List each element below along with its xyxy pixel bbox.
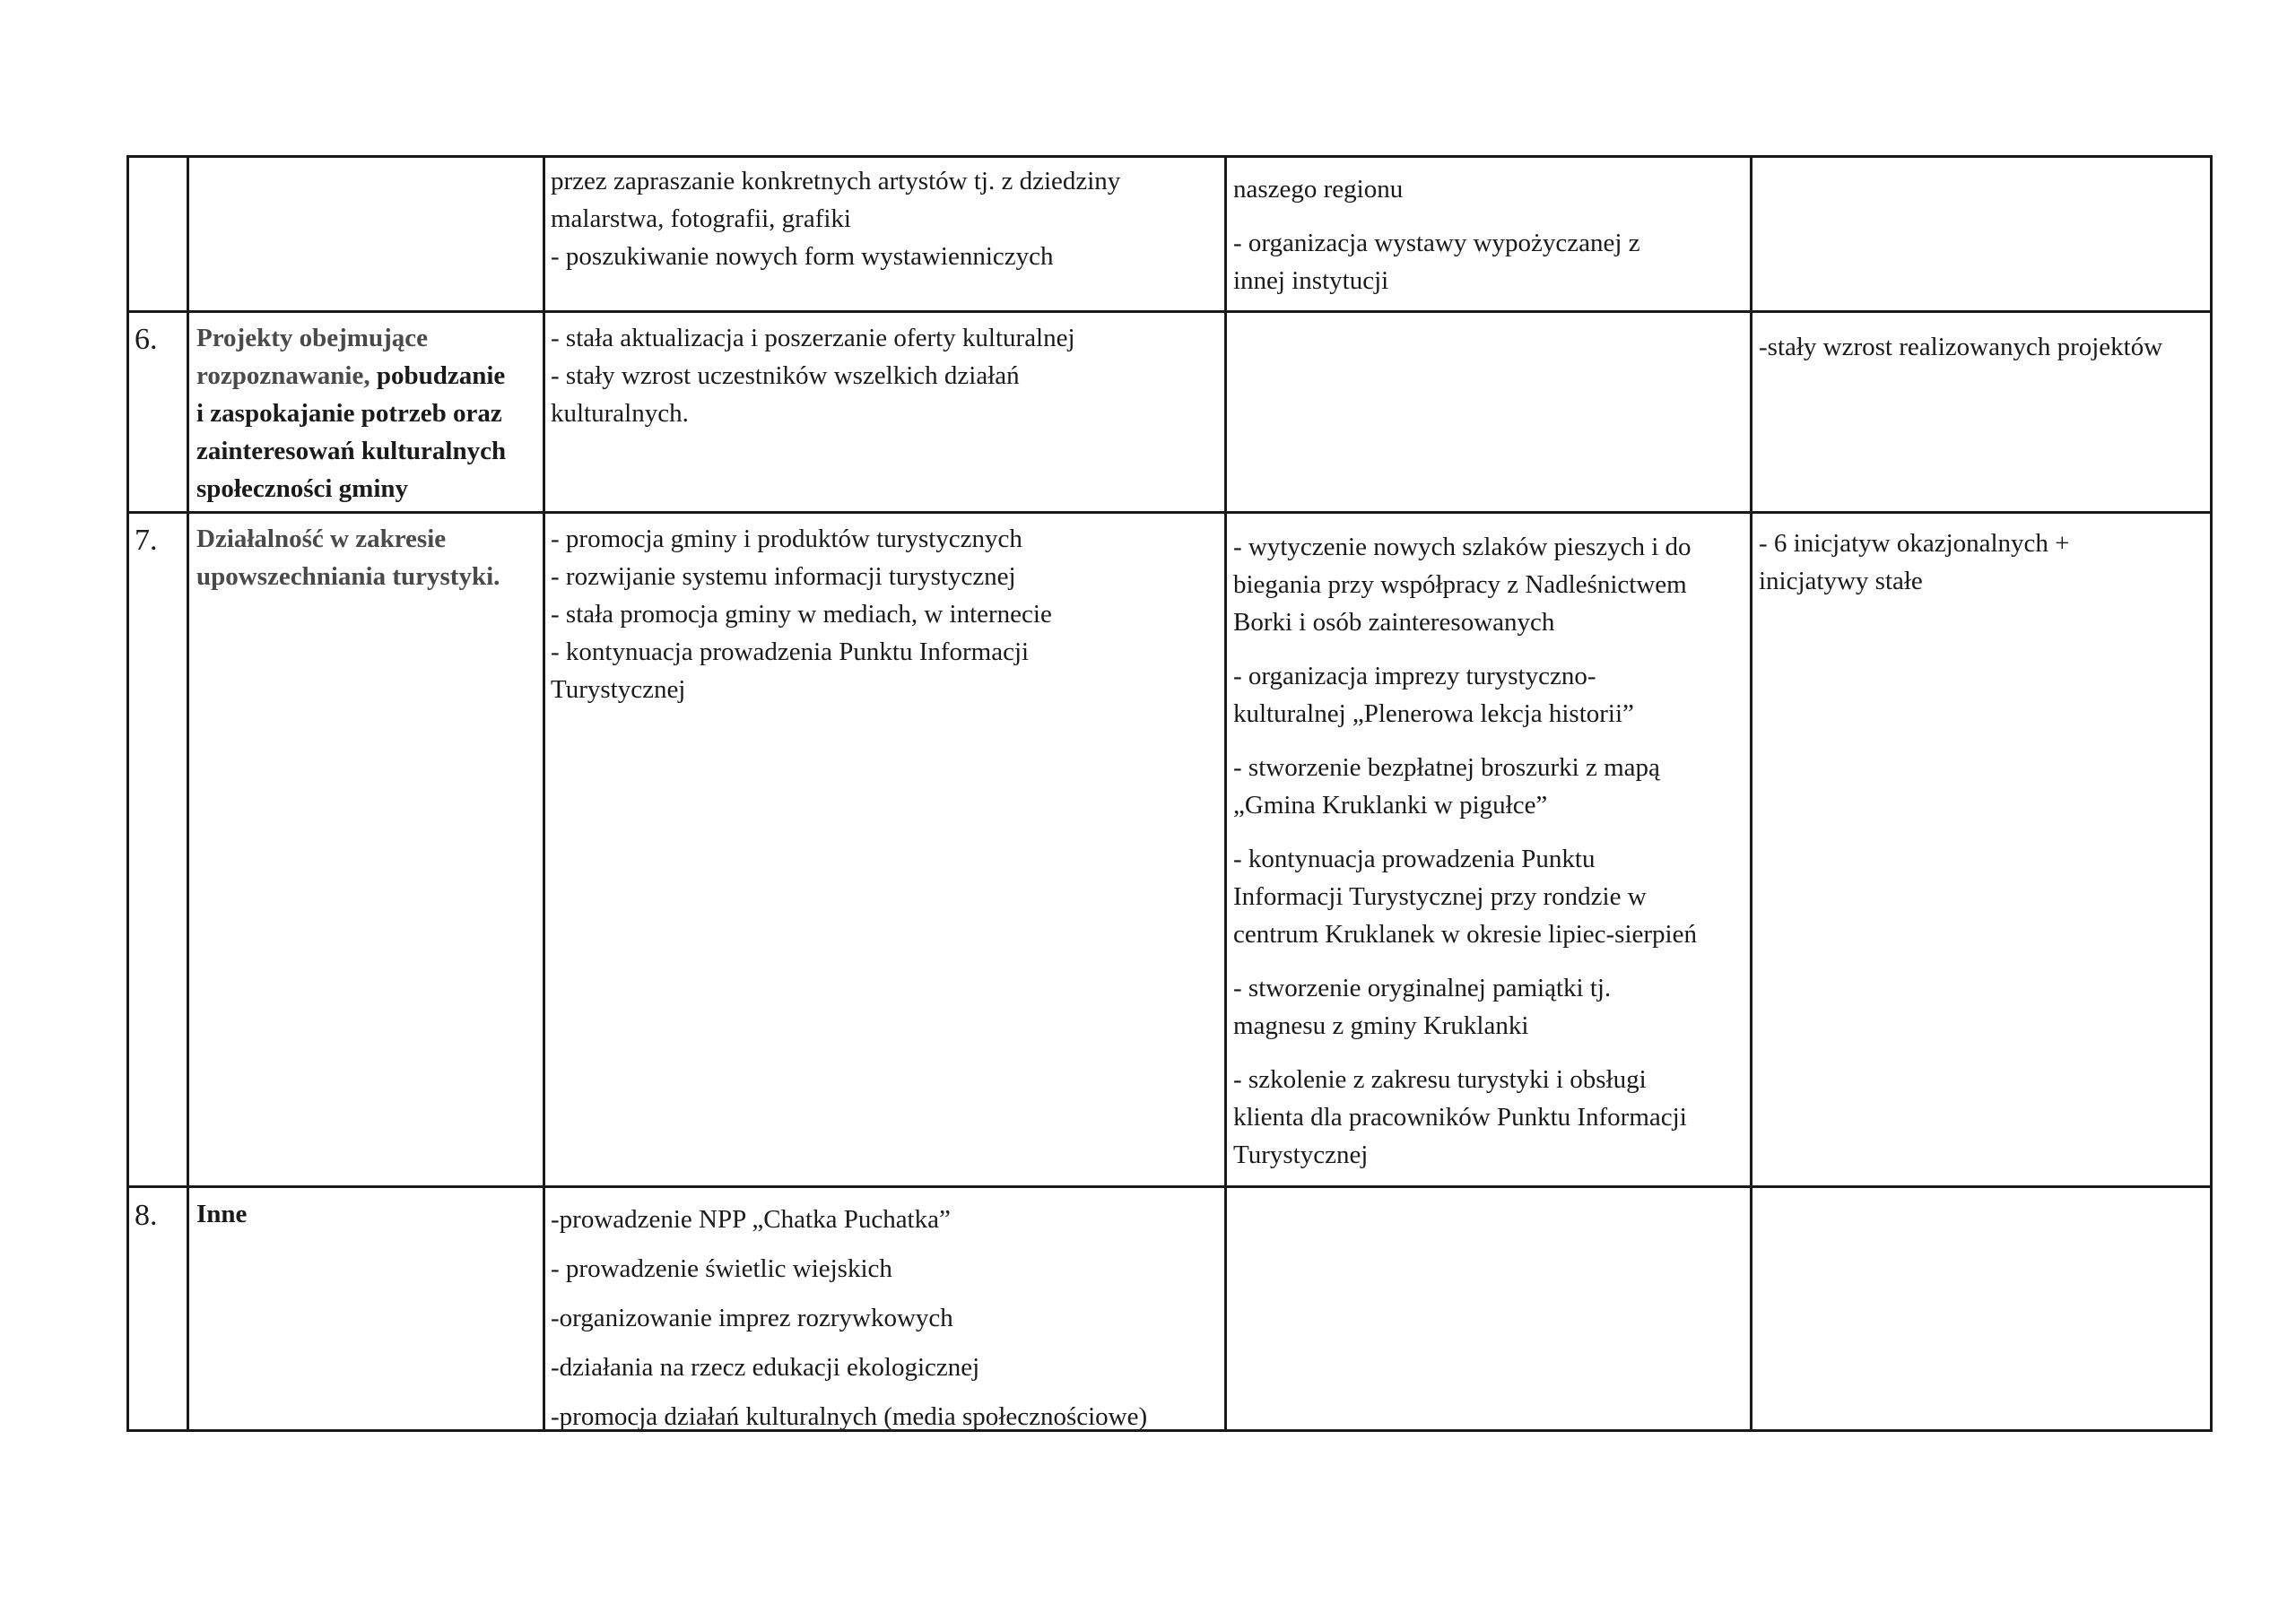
row-divider: [126, 310, 2213, 313]
task-item: [1233, 528, 1697, 641]
row-actions: [551, 520, 1052, 708]
action-line: -promocja działań kulturalnych (media społecznościowe): [551, 1402, 1148, 1431]
task-line: magnesu z gminy Kruklanki: [1233, 1011, 1529, 1040]
title-line: zainteresowań kulturalnych: [196, 437, 507, 465]
row-number: 6.: [135, 323, 158, 356]
task-line: innej instytucji: [1233, 266, 1389, 295]
column-divider: [187, 155, 189, 1432]
row-continuation-tasks: [1233, 170, 1640, 299]
action-line: - kontynuacja prowadzenia Punktu Informacji: [551, 638, 1030, 666]
row-results: [1759, 328, 2162, 366]
task-line: Informacji Turystycznej przy rondzie w: [1233, 882, 1647, 911]
task-line: - stworzenie oryginalnej pamiątki tj.: [1233, 974, 1612, 1002]
action-line: kulturalnych.: [551, 399, 689, 428]
row-divider: [126, 511, 2213, 514]
task-line: - organizacja imprezy turystyczno-: [1233, 662, 1596, 690]
row-title: [196, 319, 506, 507]
row-results: [1759, 525, 2070, 600]
result-line: -stały wzrost realizowanych projektów: [1759, 333, 2163, 361]
title-line: Inne: [196, 1200, 248, 1228]
row-divider: [126, 1185, 2213, 1188]
task-line: - kontynuacja prowadzenia Punktu: [1233, 845, 1596, 873]
task-line: - wytyczenie nowych szlaków pieszych i do: [1233, 533, 1692, 561]
action-line: - rozwijanie systemu informacji turystycznej: [551, 562, 1016, 591]
action-line: - stała promocja gminy w mediach, w internecie: [551, 600, 1052, 629]
action-line: - stała aktualizacja i poszerzanie oferty kulturalnej: [551, 324, 1075, 352]
action-line: - poszukiwanie nowych form wystawienniczych: [551, 242, 1054, 271]
action-line: - prowadzenie świetlic wiejskich: [551, 1254, 892, 1283]
task-line: naszego regionu: [1233, 175, 1404, 204]
title-line: pobudzanie: [376, 361, 506, 390]
row-tasks: [1233, 528, 1697, 1174]
action-line: Turystycznej: [551, 675, 686, 704]
column-divider: [1750, 155, 1752, 1432]
task-line: kulturalnej „Plenerowa lekcja historii”: [1233, 699, 1634, 728]
task-line: - szkolenie z zakresu turystyki i obsługi: [1233, 1065, 1647, 1094]
row-title: [196, 1195, 247, 1233]
action-line: -działania na rzecz edukacji ekologicznej: [551, 1353, 980, 1382]
task-line: Borki i osób zainteresowanych: [1233, 608, 1555, 637]
title-line: rozpoznawanie,: [196, 361, 377, 390]
action-line: -organizowanie imprez rozrywkowych: [551, 1304, 953, 1332]
row-title: [196, 520, 500, 595]
task-line: centrum Kruklanek w okresie lipiec-sierpień: [1233, 920, 1697, 949]
column-divider: [543, 155, 545, 1432]
task-line: - stworzenie bezpłatnej broszurki z mapą: [1233, 753, 1660, 782]
task-line: - organizacja wystawy wypożyczanej z: [1233, 229, 1640, 257]
task-line: „Gmina Kruklanki w pigułce”: [1233, 791, 1548, 820]
task-item: [1233, 749, 1697, 824]
title-line: społeczności gminy: [196, 474, 409, 503]
title-line: upowszechniania turystyki.: [196, 562, 500, 591]
result-line: - 6 inicjatyw okazjonalnych +: [1759, 529, 2070, 558]
action-line: - promocja gminy i produktów turystycznych: [551, 525, 1022, 553]
action-line: - stały wzrost uczestników wszelkich działań: [551, 361, 1020, 390]
row-continuation-actions: [551, 162, 1120, 275]
task-line: klienta dla pracowników Punktu Informacji: [1233, 1103, 1687, 1132]
row-number: 8.: [135, 1199, 158, 1232]
action-line: przez zapraszanie konkretnych artystów tj. z dziedziny: [551, 167, 1121, 195]
row-number: 7.: [135, 524, 158, 557]
result-line: inicjatywy stałe: [1759, 567, 1923, 595]
task-item: [1233, 1061, 1697, 1174]
row-actions: [551, 1195, 1147, 1442]
title-line: i zaspokajanie potrzeb oraz: [196, 399, 502, 428]
column-divider: [1224, 155, 1227, 1432]
task-item: [1233, 840, 1697, 953]
task-item: [1233, 657, 1697, 733]
action-line: -prowadzenie NPP „Chatka Puchatka”: [551, 1205, 951, 1234]
task-item: [1233, 224, 1640, 299]
action-line: malarstwa, fotografii, grafiki: [551, 204, 851, 233]
row-actions: [551, 319, 1075, 432]
task-line: Turystycznej: [1233, 1141, 1369, 1169]
task-line: biegania przy współpracy z Nadleśnictwem: [1233, 570, 1687, 599]
task-item: [1233, 969, 1697, 1045]
title-line: Projekty obejmujące: [196, 324, 428, 352]
title-line: Działalność w zakresie: [196, 525, 447, 553]
